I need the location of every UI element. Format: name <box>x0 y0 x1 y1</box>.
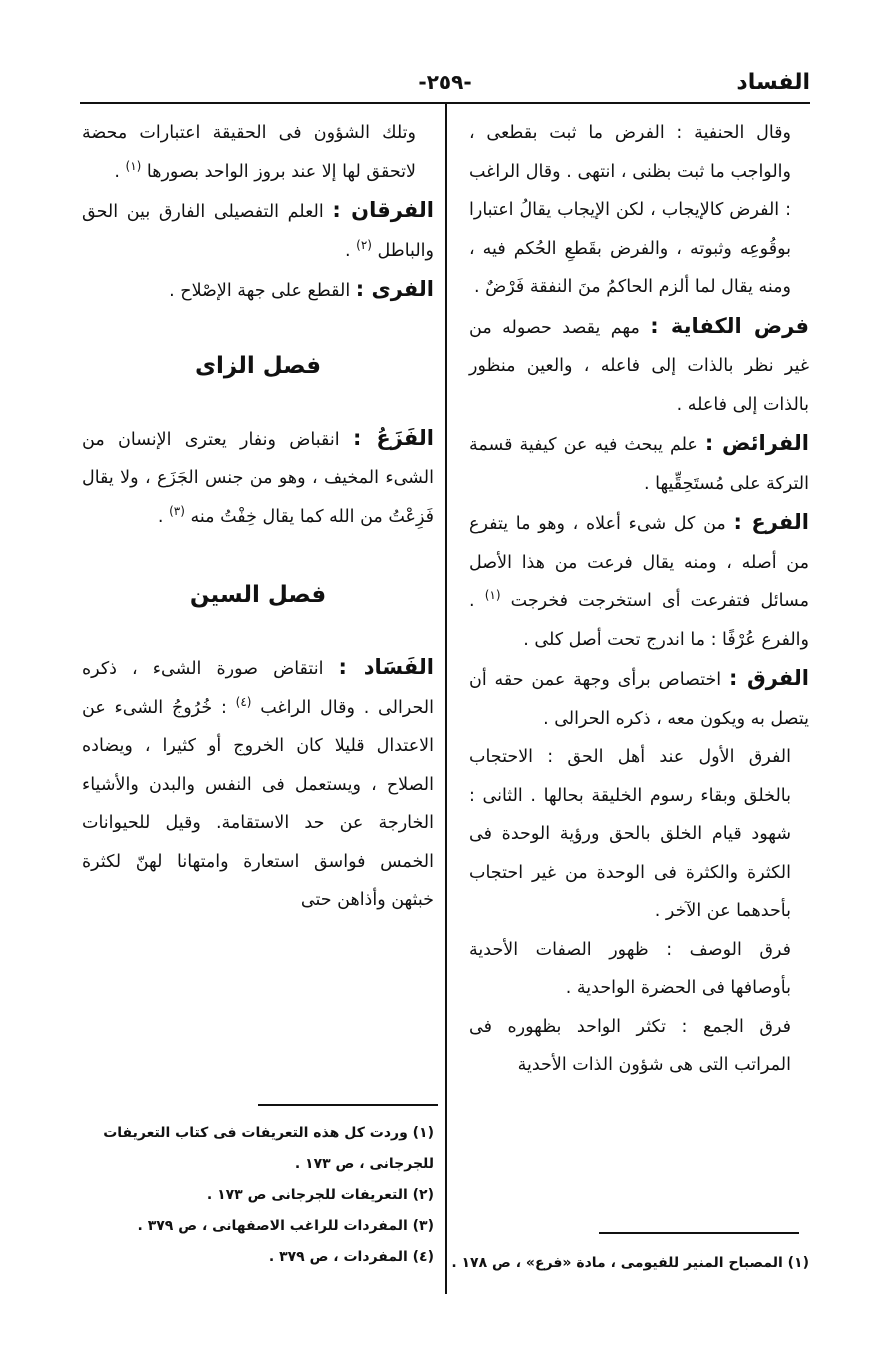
entry-term: الفرى : <box>355 277 434 301</box>
entry-text: اختصاص برأى وجهة عمن حقه أن يتصل به ويكون معه ، ذكره الحرالى . <box>469 670 809 729</box>
running-header <box>80 70 810 102</box>
paragraph: الفرق الأول عند أهل الحق : الاحتجاب بالخلق وبقاء رسوم الخليقة بحالها . الثانى : شهود قيام الخلق بالحق ورؤية الوحدة فى الكثرة والكثرة فى الوحدة من غير احتجاب بأحدهما عن الآخر . <box>469 747 791 921</box>
entry-text: من كل شىء أعلاه ، وهو ما يتفرع من أصله ، ومنه يقال فرعت من هذا الأصل مسائل فتفرعت أى استخرجت فخرجت <box>469 514 809 611</box>
entry-term: الفرقان : <box>332 198 434 222</box>
footnote-rule <box>599 1232 799 1234</box>
footnote-ref: (١) <box>125 158 142 173</box>
footnote: (٤) المفردات ، ص ٣٧٩ . <box>268 1249 434 1265</box>
entry-text: مهم يقصد حصوله من غير نظر بالذات إلى فاعله ، والعين منظور بالذات إلى فاعله . <box>469 317 809 415</box>
section-title-zay: فصل الزاى <box>194 352 322 379</box>
paragraph-text: وتلك الشؤون فى الحقيقة اعتبارات محضة لاتحقق لها إلا عند بروز الواحد بصورها <box>82 123 416 182</box>
entry-furqan <box>82 191 434 270</box>
entry-text: : خُرُوجُ الشىء عن الاعتدال قليلا كان الخروج أو كثيرا ، ويضاده الصلاح ، ويستعمل فى النفس والبدن والأشياء الخارجة عن حد الاستقامة. وقيل للحيوانات الخمس فواسق استعارة وامتهانا لهنّ لكثرة خبثهن وأذاهن حتى <box>82 697 434 910</box>
entry-text: . والفرع عُرْفًا : ما اندرج تحت أصل كلى . <box>469 591 809 650</box>
paragraph: فرق الوصف : ظهور الصفات الأحدية بأوصافها فى الحضرة الواحدية . <box>469 939 791 998</box>
entry-text: . <box>344 240 351 261</box>
footnote: (١) المصباح المنير للفيومى ، مادة «فرع» ، ص ١٧٨ . <box>451 1255 809 1271</box>
right-column <box>469 114 809 1085</box>
entry-fara <box>82 270 434 311</box>
entry-term: الفرق : <box>729 666 809 690</box>
footnote: (٢) التعريفات للجرجانى ص ١٧٣ . <box>206 1187 434 1203</box>
header-headword: الفساد <box>736 70 810 95</box>
entry-term: الفرائض : <box>704 431 809 455</box>
footnotes-left <box>82 1118 434 1273</box>
section-title-sin: فصل السين <box>189 582 327 608</box>
entry-text: انتقاض صورة الشىء ، ذكره الحرالى . وقال الراغب <box>82 659 434 718</box>
footnote-ref: (٣) <box>169 503 185 518</box>
footnote: (٣) المفردات للراغب الاصفهانى ، ص ٣٧٩ . <box>137 1218 434 1234</box>
entry-text: علم يبحث فيه عن كيفية قسمة التركة على مُستَحِقِّيها . <box>469 435 809 494</box>
paragraph: وقال الحنفية : الفرض ما ثبت بقطعى ، والواجب ما ثبت بظنى ، انتهى . وقال الراغب : الفرض كالإيجاب ، لكن الإيجاب يقالُ اعتبارا بوقُوعِه وثبوته ، والفرض بقَطعِ الحُكم فيه ، ومنه يقال لما ألزم الحاكمُ منَ النفقة فَرْضٌ . <box>469 123 791 297</box>
footnote-ref: (١) <box>484 588 501 603</box>
footnote: (١) وردت كل هذه التعريفات فى كتاب التعريفات للجرجانى ، ص ١٧٣ . <box>103 1125 434 1172</box>
entry-term: الفرع : <box>733 510 809 534</box>
footnote-ref: (٤) <box>235 694 252 709</box>
paragraph-text: . <box>114 161 120 182</box>
footnotes-right <box>449 1248 809 1279</box>
entry-fard-kifaya <box>469 307 809 425</box>
entry-faraid <box>469 424 809 503</box>
column-divider <box>445 104 447 1294</box>
entry-term: فرض الكفاية : <box>650 313 809 338</box>
footnote-rule <box>258 1104 438 1106</box>
entry-text: العلم التفصيلى الفارق بين الحق والباطل <box>82 202 434 261</box>
page-number: -٢٥٩- <box>418 70 472 94</box>
entry-text: القطع على جهة الإصْلاح . <box>169 281 351 301</box>
paragraph: فرق الجمع : تكثر الواحد بظهوره فى المراتب التى هى شؤون الذات الأحدية <box>469 1016 791 1075</box>
entry-text: . <box>157 506 164 527</box>
entry-far <box>469 503 809 659</box>
entry-fasad <box>82 648 434 920</box>
entry-term: الفَسَاد : <box>338 655 434 679</box>
entry-farq <box>469 659 809 738</box>
left-column <box>82 114 434 920</box>
entry-text: انقباض ونفار يعترى الإنسان من الشىء المخيف ، وهو من جنس الجَزَع ، ولا يقال فَزِعْتُ من الله كما يقال خِفْتُ منه <box>82 429 434 527</box>
entry-term: الفَزَعُ : <box>352 425 434 450</box>
footnote-ref: (٢) <box>356 237 372 252</box>
paragraph <box>82 114 434 191</box>
entry-faza <box>82 419 434 537</box>
